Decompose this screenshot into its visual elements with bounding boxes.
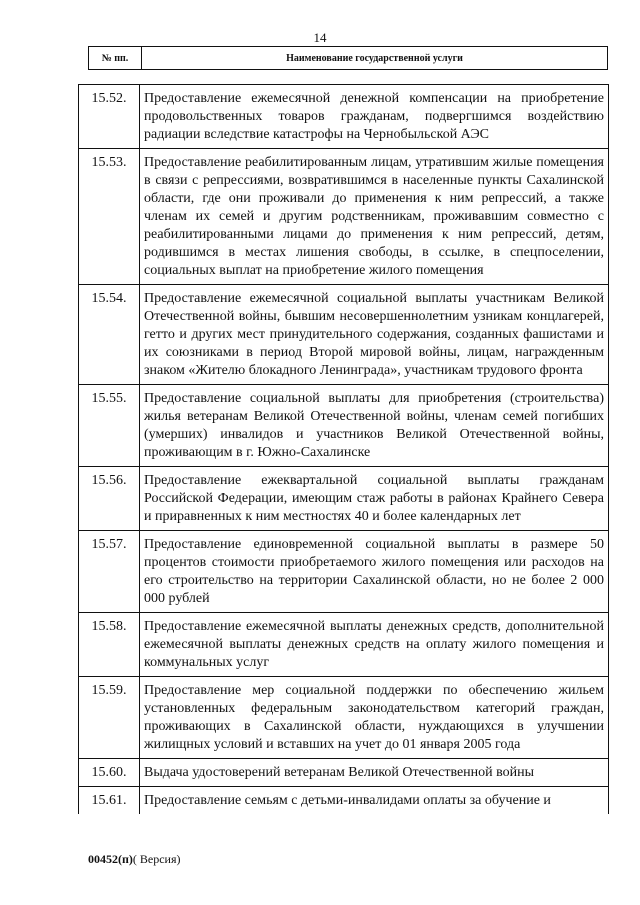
table-row [79,467,609,531]
service-name: Выдача удостоверений ветеранам Великой Отечественной войны [140,759,609,787]
service-name: Предоставление ежемесячной социальной выплаты участникам Великой Отечественной войны, бывшим несовершеннолетним узникам концлагерей, гетто и других мест принудительного содержания, созданных фашистами и их союзниками в период Второй мировой войны, лицам, награжденным знаком «Жителю блокадного Ленинграда», участникам трудового фронта [140,285,609,385]
row-number: 15.60. [79,759,140,787]
table-header [88,46,608,70]
table-row [79,787,609,815]
table-row [79,677,609,759]
document-version: ( Версия) [132,852,181,866]
table-row [79,613,609,677]
document-code: 00452(п) [88,852,133,866]
row-number: 15.59. [79,677,140,759]
service-name: Предоставление семьям с детьми-инвалидами оплаты за обучение и [140,787,609,815]
table-row [79,385,609,467]
services-table [78,84,609,814]
row-number: 15.52. [79,85,140,149]
column-header-number: № пп. [89,47,142,70]
row-number: 15.57. [79,531,140,613]
row-number: 15.55. [79,385,140,467]
service-name: Предоставление единовременной социальной выплаты в размере 50 процентов стоимости приобретаемого жилого помещения или расходов на его строительство на территории Сахалинской области, но не более 2 000 000 рублей [140,531,609,613]
row-number: 15.53. [79,149,140,285]
service-name: Предоставление ежемесячной выплаты денежных средств, дополнительной ежемесячной выплаты денежных средств на оплату жилого помещения и коммунальных услуг [140,613,609,677]
table-row [79,531,609,613]
table-row [79,759,609,787]
page-number: 14 [313,30,327,45]
row-number: 15.61. [79,787,140,815]
service-name: Предоставление реабилитированным лицам, утратившим жилые помещения в связи с репрессиями, возвратившимся в населенные пункты Сахалинской области, где они проживали до применения к ним репрессий, а также членам их семей и другим родственникам, проживавшим совместно с реабилитированными лицами до применения к ним репрессий, детям, родившимся в местах лишения свободы, в ссылке, в спецпоселении, социальных выплат на приобретение жилого помещения [140,149,609,285]
row-number: 15.56. [79,467,140,531]
service-name: Предоставление ежемесячной денежной компенсации на приобретение продовольственных товаров гражданам, подвергшимся воздействию радиации вследствие катастрофы на Чернобыльской АЭС [140,85,609,149]
table-row [79,285,609,385]
service-name: Предоставление ежеквартальной социальной выплаты гражданам Российской Федерации, имеющим стаж работы в районах Крайнего Севера и приравненных к ним местностях 40 и более календарных лет [140,467,609,531]
column-header-service-name: Наименование государственной услуги [142,47,608,70]
row-number: 15.58. [79,613,140,677]
service-name: Предоставление мер социальной поддержки по обеспечению жильем установленных федеральным законодательством категорий граждан, проживающих в Сахалинской области, нуждающихся в улучшении жилищных условий и вставших на учет до 01 января 2005 года [140,677,609,759]
row-number: 15.54. [79,285,140,385]
table-row [79,85,609,149]
table-row [79,149,609,285]
document-footer [88,852,181,867]
service-name: Предоставление социальной выплаты для приобретения (строительства) жилья ветеранам Великой Отечественной войны, членам семей погибших (умерших) инвалидов и участников Великой Отечественной войны, проживающим в г. Южно-Сахалинске [140,385,609,467]
